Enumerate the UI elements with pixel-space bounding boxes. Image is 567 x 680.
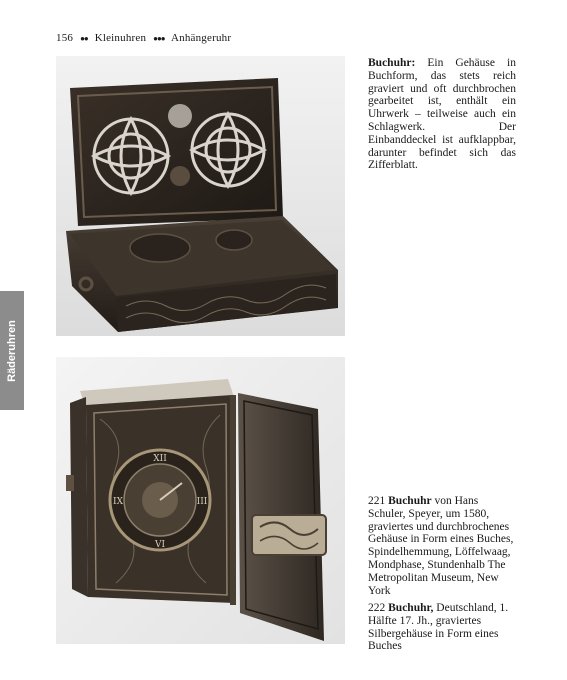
svg-text:III: III <box>196 497 208 507</box>
figure-caption-222 <box>368 602 518 653</box>
marker-dots-2: ●●● <box>153 34 165 43</box>
chapter-side-tab <box>0 291 24 410</box>
figure-book-clock-open-lid <box>56 56 345 336</box>
svg-text:IX: IX <box>113 497 123 507</box>
caption-number: 221 <box>368 495 386 507</box>
book-clock-open-lid-photo <box>56 56 345 336</box>
marker-dots-1: ●● <box>80 34 88 43</box>
running-head <box>56 32 231 44</box>
chapter-side-tab-label: Räderuhren <box>6 319 18 382</box>
svg-text:XII: XII <box>153 454 167 464</box>
entry-term: Buchuhr: <box>368 57 416 69</box>
caption-title: Buchuhr <box>388 495 432 507</box>
figure-book-clock-open-cover <box>56 357 345 644</box>
subsection-title: Anhängeruhr <box>170 32 232 44</box>
caption-title: Buchuhr, <box>388 602 434 614</box>
entry-text: Ein Gehäuse in Buchform, das stets reich graviert und oft durchbrochen gearbeitet ist, enthält ein Uhrwerk – teilweise auch ein Schlagwerk. Der Einbanddeckel ist aufklappbar, darunter befindet sich das Zifferblatt. <box>368 57 516 172</box>
caption-text: Deutschland, 1. Hälfte 17. Jh., graviertes Silbergehäuse in Form eines Buches <box>368 602 509 653</box>
page-number: 156 <box>56 32 74 44</box>
caption-number: 222 <box>368 602 386 614</box>
entry-definition <box>368 57 516 172</box>
caption-text: von Hans Schuler, Speyer, um 1580, graviertes und durchbrochenes Gehäuse in Form eines Buches, Spindelhemmung, Löffelwaag, Mondphase, Stundenhalb The Metropolitan Museum, New York <box>368 495 514 597</box>
svg-text:VI: VI <box>154 540 166 550</box>
figure-caption-221 <box>368 495 518 597</box>
section-title: Kleinuhren <box>94 32 147 44</box>
book-clock-open-cover-photo <box>56 357 345 644</box>
